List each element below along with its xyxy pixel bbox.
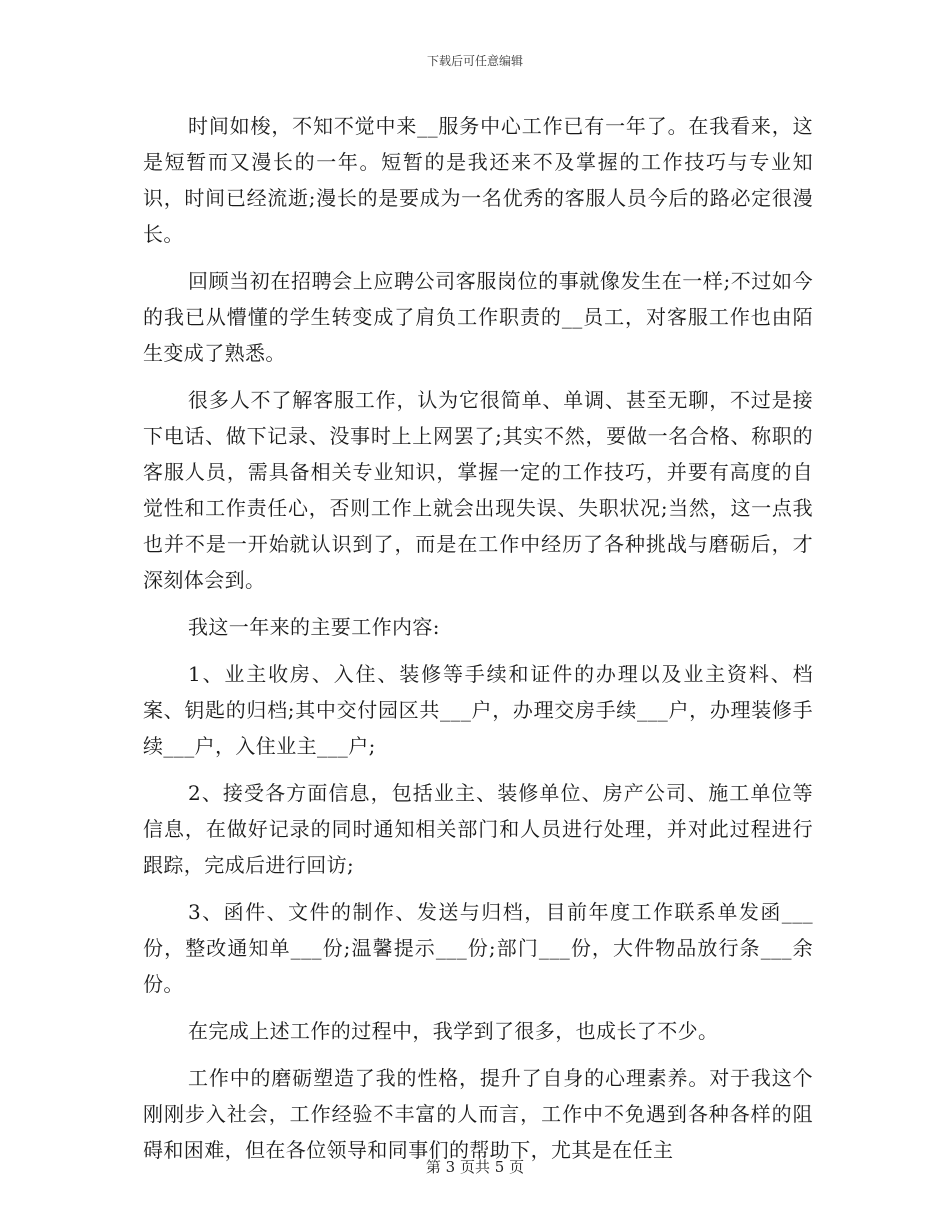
paragraph-intro: 时间如梭，不知不觉中来__服务中心工作已有一年了。在我看来，这是短暂而又漫长的一年。短暂的是我还来不及掌握的工作技巧与专业知识，时间已经流逝;漫长的是要成为一名优秀的客服人员今后的路必定很漫长。 — [143, 114, 813, 246]
paragraph-understanding: 很多人不了解客服工作，认为它很简单、单调、甚至无聊，不过是接下电话、做下记录、没事时上上网罢了;其实不然，要做一名合格、称职的客服人员，需具备相关专业知识，掌握一定的工作技巧，并要有高度的自觉性和工作责任心，否则工作上就会出现失误、失职状况;当然，这一点我也并不是一开始就认识到了，而是在工作中经历了各种挑战与磨砺后，才深刻体会到。 — [143, 388, 813, 592]
paragraph-review: 回顾当初在招聘会上应聘公司客服岗位的事就像发生在一样;不过如今的我已从懵懂的学生转变成了肩负工作职责的__员工，对客服工作也由陌生变成了熟悉。 — [143, 269, 813, 365]
page-number: 第 3 页共 5 页 — [425, 1158, 525, 1176]
paragraph-work-heading: 我这一年来的主要工作内容: — [188, 615, 440, 639]
paragraph-growth: 在完成上述工作的过程中，我学到了很多，也成长了不少。 — [188, 1019, 719, 1043]
paragraph-item-2: 2、接受各方面信息，包括业主、装修单位、房产公司、施工单位等信息，在做好记录的同时通知相关部门和人员进行处理，并对此过程进行跟踪，完成后进行回访; — [143, 781, 813, 877]
page-header: 下载后可任意编辑 — [426, 54, 523, 68]
paragraph-item-3: 3、函件、文件的制作、发送与归档，目前年度工作联系单发函___份，整改通知单___份;温馨提示___份;部门___份，大件物品放行条___余份。 — [143, 900, 813, 996]
document-body — [143, 108, 813, 1179]
paragraph-character: 工作中的磨砺塑造了我的性格，提升了自身的心理素养。对于我这个刚刚步入社会，工作经验不丰富的人而言，工作中不免遇到各种各样的阻碍和困难，但在各位领导和同事们的帮助下，尤其是在任主 — [143, 1066, 813, 1162]
paragraph-item-1: 1、业主收房、入住、装修等手续和证件的办理以及业主资料、档案、钥匙的归档;其中交付园区共___户，办理交房手续___户，办理装修手续___户，入住业主___户; — [143, 662, 813, 758]
